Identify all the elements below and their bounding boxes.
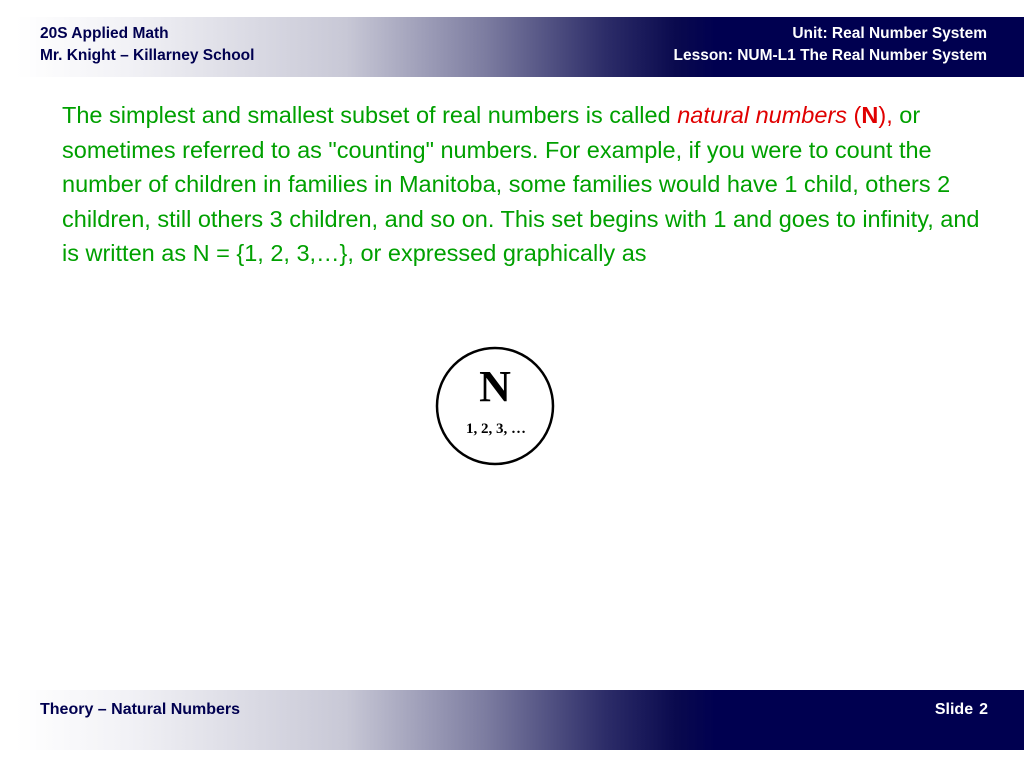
natural-numbers-diagram — [434, 345, 556, 467]
diagram-symbol: N — [479, 362, 511, 411]
footer-banner — [16, 690, 1024, 750]
header-left — [40, 23, 254, 67]
slide-number: 2 — [979, 701, 988, 718]
course-title: 20S Applied Math — [40, 25, 169, 42]
footer-topic: Theory – Natural Numbers — [40, 701, 241, 718]
description-text: or sometimes referred to as "counting" numbers. For example, if you were to count the number of children in families in Manitoba, some families would have 1 child, others 2 children, still others 3 children, and so on. This set begins with 1 and goes to infinity, and is written as N = {1, 2, 3,…}, or expressed graphically as — [62, 102, 980, 266]
term-numbers: numbers — [755, 102, 848, 128]
term-natural: natural — [677, 102, 750, 128]
body-paragraph — [62, 98, 997, 271]
slide-label: Slide — [934, 701, 974, 718]
slide-indicator — [935, 699, 988, 721]
paren-close: ), — [878, 102, 893, 128]
intro-text: The simplest and smallest subset of real numbers is called — [62, 102, 678, 128]
lesson-title: Lesson: NUM-L1 The Real Number System — [673, 47, 987, 64]
set-symbol: N — [861, 102, 879, 128]
diagram-members: 1, 2, 3, … — [466, 421, 526, 437]
unit-title: Unit: Real Number System — [792, 25, 987, 42]
paren-open: ( — [847, 102, 862, 128]
teacher-name: Mr. Knight – Killarney School — [40, 47, 255, 64]
header-right — [673, 23, 987, 67]
header-banner — [16, 17, 1024, 77]
